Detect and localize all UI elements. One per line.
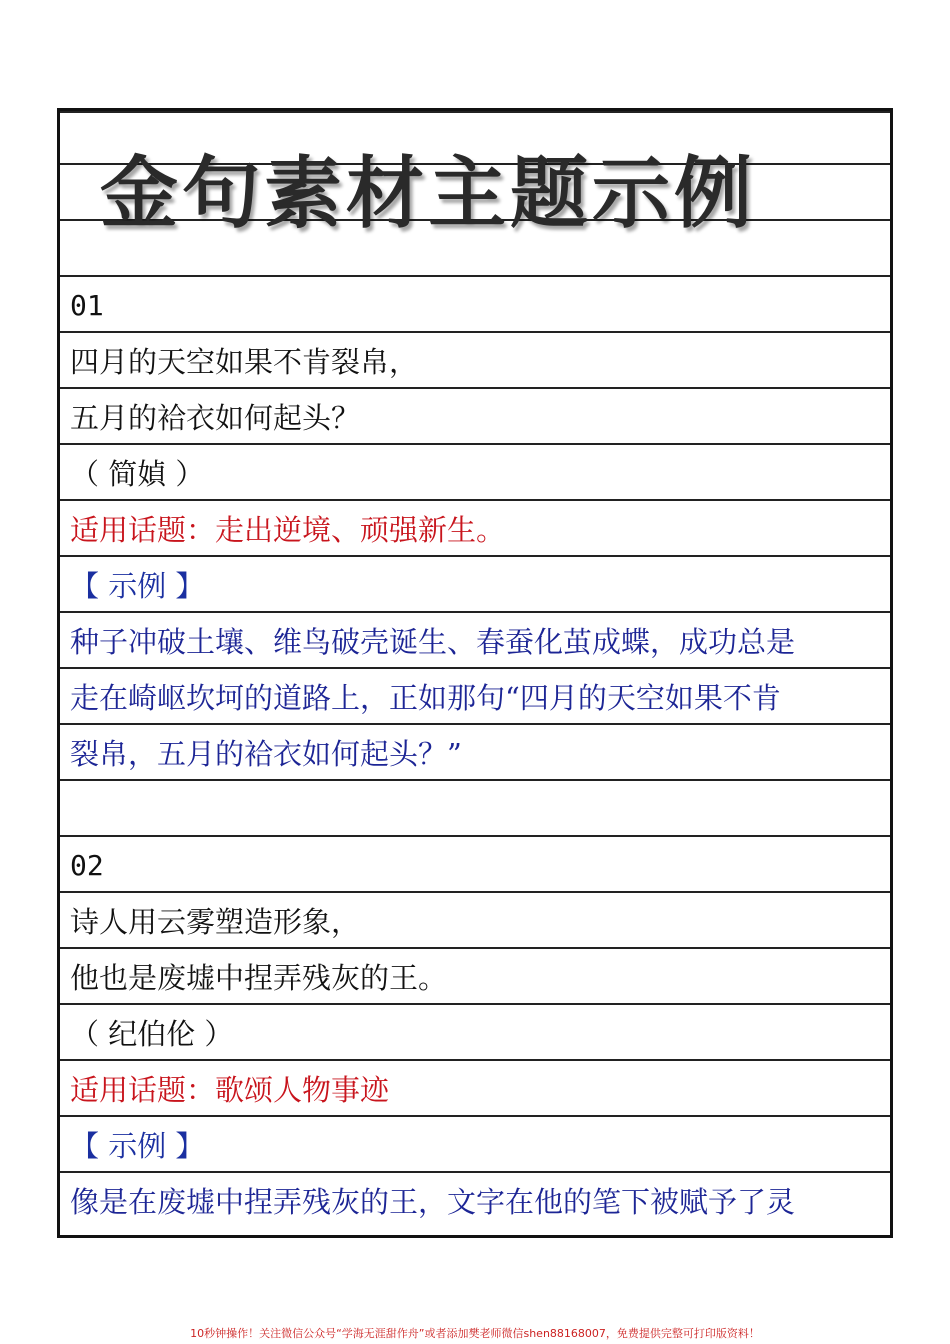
example-label: 【 示例 】: [70, 1129, 205, 1163]
example-line: 走在崎岖坎坷的道路上，正如那句“四月的天空如果不肯: [70, 681, 781, 715]
ruled-line: [60, 111, 890, 113]
example-label: 【 示例 】: [70, 569, 205, 603]
ruled-line: [60, 835, 890, 837]
quote-line: 诗人用云雾塑造形象，: [70, 905, 361, 939]
quote-author: （ 简媜 ）: [70, 457, 205, 491]
topic-line: 适用话题：歌颂人物事迹: [70, 1073, 390, 1107]
page-title: 金句素材主题示例: [100, 148, 757, 239]
quote-line: 五月的袷衣如何起头？: [70, 401, 361, 435]
example-line: 裂帛，五月的袷衣如何起头？”: [70, 737, 462, 771]
notebook-page: [57, 108, 893, 1238]
ruled-line: [60, 275, 890, 277]
entry-number: 01: [70, 289, 104, 322]
entry-number: 02: [70, 849, 104, 882]
topic-line: 适用话题：走出逆境、顽强新生。: [70, 513, 506, 547]
footer-notice: 10秒钟操作！关注微信公众号“学海无涯甜作舟”或者添加樊老师微信shen88168007，免费提供完整可打印版资料！: [190, 1327, 760, 1340]
quote-author: （ 纪伯伦 ）: [70, 1017, 234, 1051]
quote-line: 他也是废墟中捏弄残灰的王。: [70, 961, 448, 995]
quote-line: 四月的天空如果不肯裂帛，: [70, 345, 419, 379]
example-line: 种子冲破土壤、维鸟破壳诞生、春蚕化茧成蝶，成功总是: [70, 625, 796, 659]
example-line: 像是在废墟中捏弄残灰的王，文字在他的笔下被赋予了灵: [70, 1185, 796, 1219]
